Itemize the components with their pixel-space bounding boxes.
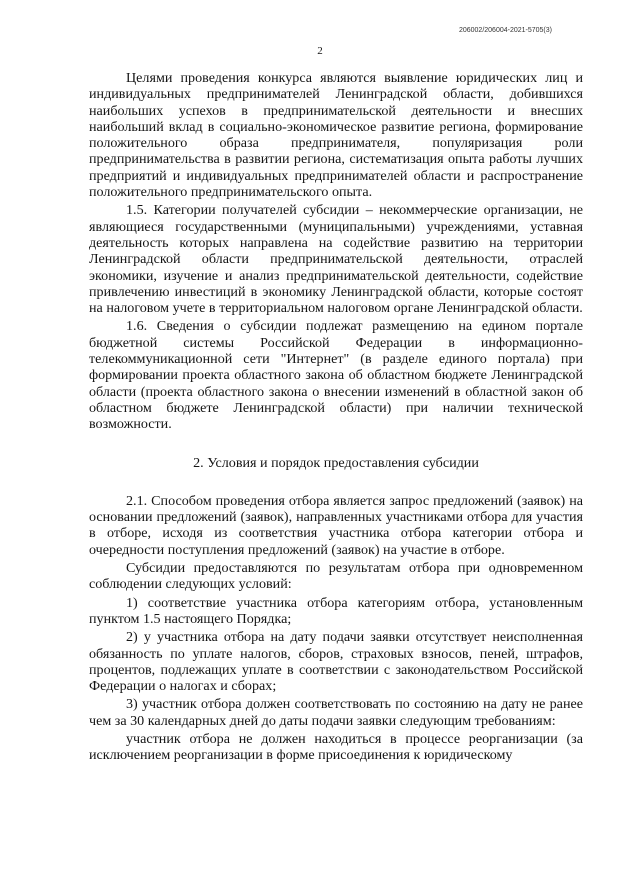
- condition-1: 1) соответствие участника отбора категориям отбора, установленным пунктом 1.5 настоящего Порядка;: [89, 594, 583, 627]
- document-number: 206002/206004-2021-5705(3): [458, 27, 552, 34]
- condition-2: 2) у участника отбора на дату подачи заявки отсутствует неисполненная обязанность по уплате налогов, сборов, страховых взносов, пеней, штрафов, процентов, подлежащих уплате в соответствии с законодательством Российской Федерации о налогах и сборах;: [89, 629, 583, 695]
- paragraph-reorganization: участник отбора не должен находиться в процессе реорганизации (за исключением реорганизации в форме присоединения к юридическому: [89, 730, 583, 764]
- section-heading: 2. Условия и порядок предоставления субсидии: [193, 454, 479, 471]
- condition-3: 3) участник отбора должен соответствовать по состоянию на дату не ранее чем за 30 календарных дней до даты подачи заявки следующим требованиям:: [89, 696, 583, 729]
- paragraph-1-6: 1.6. Сведения о субсидии подлежат размещению на едином портале бюджетной системы Российской Федерации в информационно-телекоммуникационной сети "Интернет" (в разделе единого портала) при формировании проекта областного закона об областном бюджете Ленинградской области (проекта областного закона о внесении изменений в областной закон об областном бюджете Ленинградской области) при наличии технической возможности.: [89, 318, 583, 433]
- paragraph-1-5: 1.5. Категории получателей субсидии – некоммерческие организации, не являющиеся государственными (муниципальными) учреждениями, уставная деятельность которых направлена на содействие развитию на территории Ленинградской области предпринимательской деятельности, отраслей экономики, изучение и анализ предпринимательской деятельности, содействие привлечению инвестиций в экономику Ленинградской области, которые состоят на налоговом учете в территориальном налоговом органе Ленинградской области.: [89, 202, 583, 317]
- page-number: 2: [317, 45, 323, 57]
- paragraph-conditions-intro: Субсидии предоставляются по результатам отбора при одновременном соблюдении следующих условий:: [89, 560, 583, 593]
- paragraph-2-1: 2.1. Способом проведения отбора является запрос предложений (заявок) на основании предложений (заявок), направленных участниками отбора для участия в отборе, исходя из соответствия участника отбора категории отбора и очередности поступления предложений (заявок) на участие в отборе.: [89, 492, 583, 558]
- document-body: [89, 70, 583, 764]
- paragraph-contest-goals: Целями проведения конкурса являются выявление юридических лиц и индивидуальных предпринимателей Ленинградской области, добившихся наибольших успехов в предпринимательской деятельности и внесших наибольший вклад в социально-экономическое развитие региона, формирование положительного образа предпринимателя, популяризация роли предпринимательства в развитии региона, систематизация опыта работы лучших предприятий и индивидуальных предпринимателей области и распространение положительного предпринимательского опыта.: [89, 70, 583, 201]
